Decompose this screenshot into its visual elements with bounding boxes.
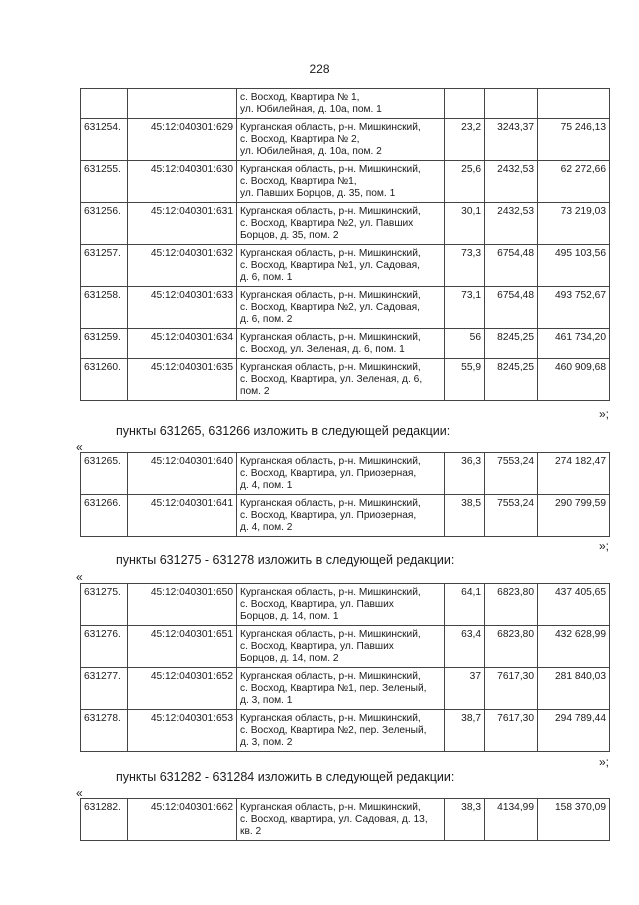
address-cell bbox=[237, 89, 445, 119]
address-cell bbox=[237, 626, 445, 668]
property-table-1 bbox=[80, 88, 610, 401]
opening-quote: « bbox=[76, 440, 83, 454]
row-number-cell: 631258. bbox=[81, 287, 128, 329]
cadastral-number-cell: 45:12:040301:651 bbox=[128, 626, 237, 668]
area-cell: 38,5 bbox=[445, 495, 485, 537]
cadastral-number-cell: 45:12:040301:634 bbox=[128, 329, 237, 359]
address-line: д. 3, пом. 1 bbox=[240, 695, 293, 706]
price-per-sqm-cell: 7553,24 bbox=[485, 453, 538, 495]
area-cell: 73,3 bbox=[445, 245, 485, 287]
cadastral-value-cell: 73 219,03 bbox=[538, 203, 610, 245]
table-row bbox=[81, 287, 610, 329]
address-line: ул. Павших Борцов, д. 35, пом. 1 bbox=[240, 188, 396, 199]
address-line: Курганская область, р-н. Мишкинский, bbox=[240, 332, 421, 343]
address-cell bbox=[237, 161, 445, 203]
price-per-sqm-cell: 6754,48 bbox=[485, 287, 538, 329]
row-number-cell: 631256. bbox=[81, 203, 128, 245]
price-per-sqm-cell: 7553,24 bbox=[485, 495, 538, 537]
cadastral-number-cell: 45:12:040301:632 bbox=[128, 245, 237, 287]
table-row bbox=[81, 710, 610, 752]
table-row bbox=[81, 626, 610, 668]
cadastral-number-cell: 45:12:040301:662 bbox=[128, 799, 237, 841]
cadastral-value-cell: 62 272,66 bbox=[538, 161, 610, 203]
row-number-cell: 631254. bbox=[81, 119, 128, 161]
table-row bbox=[81, 668, 610, 710]
table-row bbox=[81, 799, 610, 841]
cadastral-number-cell: 45:12:040301:630 bbox=[128, 161, 237, 203]
address-line: с. Восход, Квартира, ул. Приозерная, bbox=[240, 468, 417, 479]
address-line: Курганская область, р-н. Мишкинский, bbox=[240, 498, 421, 509]
address-line: Борцов, д. 35, пом. 2 bbox=[240, 230, 339, 241]
price-per-sqm-cell: 4134,99 bbox=[485, 799, 538, 841]
instruction-text: пункты 631265, 631266 изложить в следующей редакции: bbox=[116, 424, 451, 438]
area-cell: 23,2 bbox=[445, 119, 485, 161]
property-table-3 bbox=[80, 583, 610, 752]
address-line: Курганская область, р-н. Мишкинский, bbox=[240, 164, 421, 175]
address-line: с. Восход, Квартира № 2, bbox=[240, 134, 360, 145]
address-line: д. 4, пом. 1 bbox=[240, 480, 293, 491]
row-number-cell: 631257. bbox=[81, 245, 128, 287]
price-per-sqm-cell: 8245,25 bbox=[485, 359, 538, 401]
address-cell bbox=[237, 453, 445, 495]
area-cell bbox=[445, 89, 485, 119]
cadastral-value-cell: 75 246,13 bbox=[538, 119, 610, 161]
row-number-cell: 631255. bbox=[81, 161, 128, 203]
price-per-sqm-cell: 2432,53 bbox=[485, 203, 538, 245]
property-table-2 bbox=[80, 452, 610, 537]
cadastral-number-cell: 45:12:040301:641 bbox=[128, 495, 237, 537]
row-number-cell: 631260. bbox=[81, 359, 128, 401]
address-line: д. 6, пом. 2 bbox=[240, 314, 293, 325]
address-line: с. Восход, Квартира №2, пер. Зеленый, bbox=[240, 725, 427, 736]
area-cell: 55,9 bbox=[445, 359, 485, 401]
cadastral-number-cell: 45:12:040301:652 bbox=[128, 668, 237, 710]
address-cell bbox=[237, 799, 445, 841]
area-cell: 38,3 bbox=[445, 799, 485, 841]
price-per-sqm-cell: 7617,30 bbox=[485, 710, 538, 752]
address-line: с. Восход, Квартира № 1, bbox=[240, 92, 360, 103]
address-line: Борцов, д. 14, пом. 2 bbox=[240, 653, 339, 664]
address-line: Курганская область, р-н. Мишкинский, bbox=[240, 290, 421, 301]
area-cell: 25,6 bbox=[445, 161, 485, 203]
area-cell: 56 bbox=[445, 329, 485, 359]
cadastral-number-cell: 45:12:040301:631 bbox=[128, 203, 237, 245]
area-cell: 64,1 bbox=[445, 584, 485, 626]
address-line: с. Восход, Квартира, ул. Павших bbox=[240, 641, 394, 652]
address-cell bbox=[237, 287, 445, 329]
area-cell: 73,1 bbox=[445, 287, 485, 329]
address-line: с. Восход, Квартира, ул. Павших bbox=[240, 599, 394, 610]
cadastral-value-cell: 432 628,99 bbox=[538, 626, 610, 668]
address-line: Курганская область, р-н. Мишкинский, bbox=[240, 122, 421, 133]
table-row bbox=[81, 203, 610, 245]
address-line: Курганская область, р-н. Мишкинский, bbox=[240, 362, 421, 373]
cadastral-number-cell: 45:12:040301:629 bbox=[128, 119, 237, 161]
cadastral-number-cell: 45:12:040301:640 bbox=[128, 453, 237, 495]
address-cell bbox=[237, 584, 445, 626]
instruction-text: пункты 631275 - 631278 изложить в следующей редакции: bbox=[116, 553, 455, 567]
price-per-sqm-cell: 6823,80 bbox=[485, 584, 538, 626]
table-row bbox=[81, 245, 610, 287]
table-row bbox=[81, 89, 610, 119]
price-per-sqm-cell: 8245,25 bbox=[485, 329, 538, 359]
cadastral-value-cell: 290 799,59 bbox=[538, 495, 610, 537]
address-cell bbox=[237, 710, 445, 752]
address-line: Курганская область, р-н. Мишкинский, bbox=[240, 206, 421, 217]
address-line: ул. Юбилейная, д. 10а, пом. 2 bbox=[240, 146, 382, 157]
opening-quote: « bbox=[76, 570, 83, 584]
price-per-sqm-cell: 7617,30 bbox=[485, 668, 538, 710]
cadastral-number-cell: 45:12:040301:635 bbox=[128, 359, 237, 401]
table-row bbox=[81, 119, 610, 161]
address-line: с. Восход, Квартира №2, ул. Павших bbox=[240, 218, 414, 229]
row-number-cell bbox=[81, 89, 128, 119]
row-number-cell: 631276. bbox=[81, 626, 128, 668]
address-line: Курганская область, р-н. Мишкинский, bbox=[240, 587, 421, 598]
table-row bbox=[81, 359, 610, 401]
cadastral-number-cell: 45:12:040301:650 bbox=[128, 584, 237, 626]
row-number-cell: 631277. bbox=[81, 668, 128, 710]
address-line: ул. Юбилейная, д. 10а, пом. 1 bbox=[240, 104, 382, 115]
area-cell: 63,4 bbox=[445, 626, 485, 668]
address-line: пом. 2 bbox=[240, 386, 270, 397]
address-line: д. 6, пом. 1 bbox=[240, 272, 293, 283]
opening-quote: « bbox=[76, 786, 83, 800]
row-number-cell: 631259. bbox=[81, 329, 128, 359]
address-line: Курганская область, р-н. Мишкинский, bbox=[240, 629, 421, 640]
cadastral-value-cell: 461 734,20 bbox=[538, 329, 610, 359]
area-cell: 37 bbox=[445, 668, 485, 710]
row-number-cell: 631265. bbox=[81, 453, 128, 495]
address-cell bbox=[237, 245, 445, 287]
address-line: с. Восход, Квартира №1, пер. Зеленый, bbox=[240, 683, 427, 694]
address-cell bbox=[237, 495, 445, 537]
closing-quote: »; bbox=[599, 755, 610, 769]
table-row bbox=[81, 584, 610, 626]
row-number-cell: 631278. bbox=[81, 710, 128, 752]
table-row bbox=[81, 329, 610, 359]
price-per-sqm-cell bbox=[485, 89, 538, 119]
cadastral-value-cell: 274 182,47 bbox=[538, 453, 610, 495]
area-cell: 38,7 bbox=[445, 710, 485, 752]
row-number-cell: 631266. bbox=[81, 495, 128, 537]
cadastral-value-cell: 281 840,03 bbox=[538, 668, 610, 710]
cadastral-value-cell bbox=[538, 89, 610, 119]
address-line: с. Восход, Квартира №1, bbox=[240, 176, 357, 187]
price-per-sqm-cell: 6823,80 bbox=[485, 626, 538, 668]
closing-quote: »; bbox=[599, 407, 610, 421]
address-line: Борцов, д. 14, пом. 1 bbox=[240, 611, 339, 622]
address-line: с. Восход, Квартира №1, ул. Садовая, bbox=[240, 260, 420, 271]
cadastral-value-cell: 158 370,09 bbox=[538, 799, 610, 841]
cadastral-value-cell: 437 405,65 bbox=[538, 584, 610, 626]
closing-quote: »; bbox=[599, 539, 610, 553]
address-line: с. Восход, квартира, ул. Садовая, д. 13, bbox=[240, 814, 428, 825]
cadastral-number-cell bbox=[128, 89, 237, 119]
address-line: с. Восход, ул. Зеленая, д. 6, пом. 1 bbox=[240, 344, 405, 355]
area-cell: 30,1 bbox=[445, 203, 485, 245]
address-cell bbox=[237, 359, 445, 401]
price-per-sqm-cell: 2432,53 bbox=[485, 161, 538, 203]
address-line: Курганская область, р-н. Мишкинский, bbox=[240, 248, 421, 259]
price-per-sqm-cell: 6754,48 bbox=[485, 245, 538, 287]
address-cell bbox=[237, 329, 445, 359]
address-line: кв. 2 bbox=[240, 826, 262, 837]
table-row bbox=[81, 495, 610, 537]
address-line: Курганская область, р-н. Мишкинский, bbox=[240, 456, 421, 467]
address-line: с. Восход, Квартира, ул. Зеленая, д. 6, bbox=[240, 374, 423, 385]
address-line: д. 3, пом. 2 bbox=[240, 737, 293, 748]
address-cell bbox=[237, 203, 445, 245]
address-line: с. Восход, Квартира, ул. Приозерная, bbox=[240, 510, 417, 521]
cadastral-value-cell: 495 103,56 bbox=[538, 245, 610, 287]
address-cell bbox=[237, 119, 445, 161]
address-line: Курганская область, р-н. Мишкинский, bbox=[240, 713, 421, 724]
address-line: Курганская область, р-н. Мишкинский, bbox=[240, 802, 421, 813]
property-table-4 bbox=[80, 798, 610, 841]
table-row bbox=[81, 453, 610, 495]
row-number-cell: 631282. bbox=[81, 799, 128, 841]
instruction-text: пункты 631282 - 631284 изложить в следующей редакции: bbox=[116, 770, 455, 784]
cadastral-number-cell: 45:12:040301:633 bbox=[128, 287, 237, 329]
row-number-cell: 631275. bbox=[81, 584, 128, 626]
cadastral-value-cell: 493 752,67 bbox=[538, 287, 610, 329]
page-number: 228 bbox=[309, 62, 330, 76]
cadastral-value-cell: 294 789,44 bbox=[538, 710, 610, 752]
price-per-sqm-cell: 3243,37 bbox=[485, 119, 538, 161]
address-line: д. 4, пом. 2 bbox=[240, 522, 293, 533]
address-line: Курганская область, р-н. Мишкинский, bbox=[240, 671, 421, 682]
area-cell: 36,3 bbox=[445, 453, 485, 495]
table-row bbox=[81, 161, 610, 203]
address-line: с. Восход, Квартира №2, ул. Садовая, bbox=[240, 302, 420, 313]
cadastral-number-cell: 45:12:040301:653 bbox=[128, 710, 237, 752]
address-cell bbox=[237, 668, 445, 710]
cadastral-value-cell: 460 909,68 bbox=[538, 359, 610, 401]
